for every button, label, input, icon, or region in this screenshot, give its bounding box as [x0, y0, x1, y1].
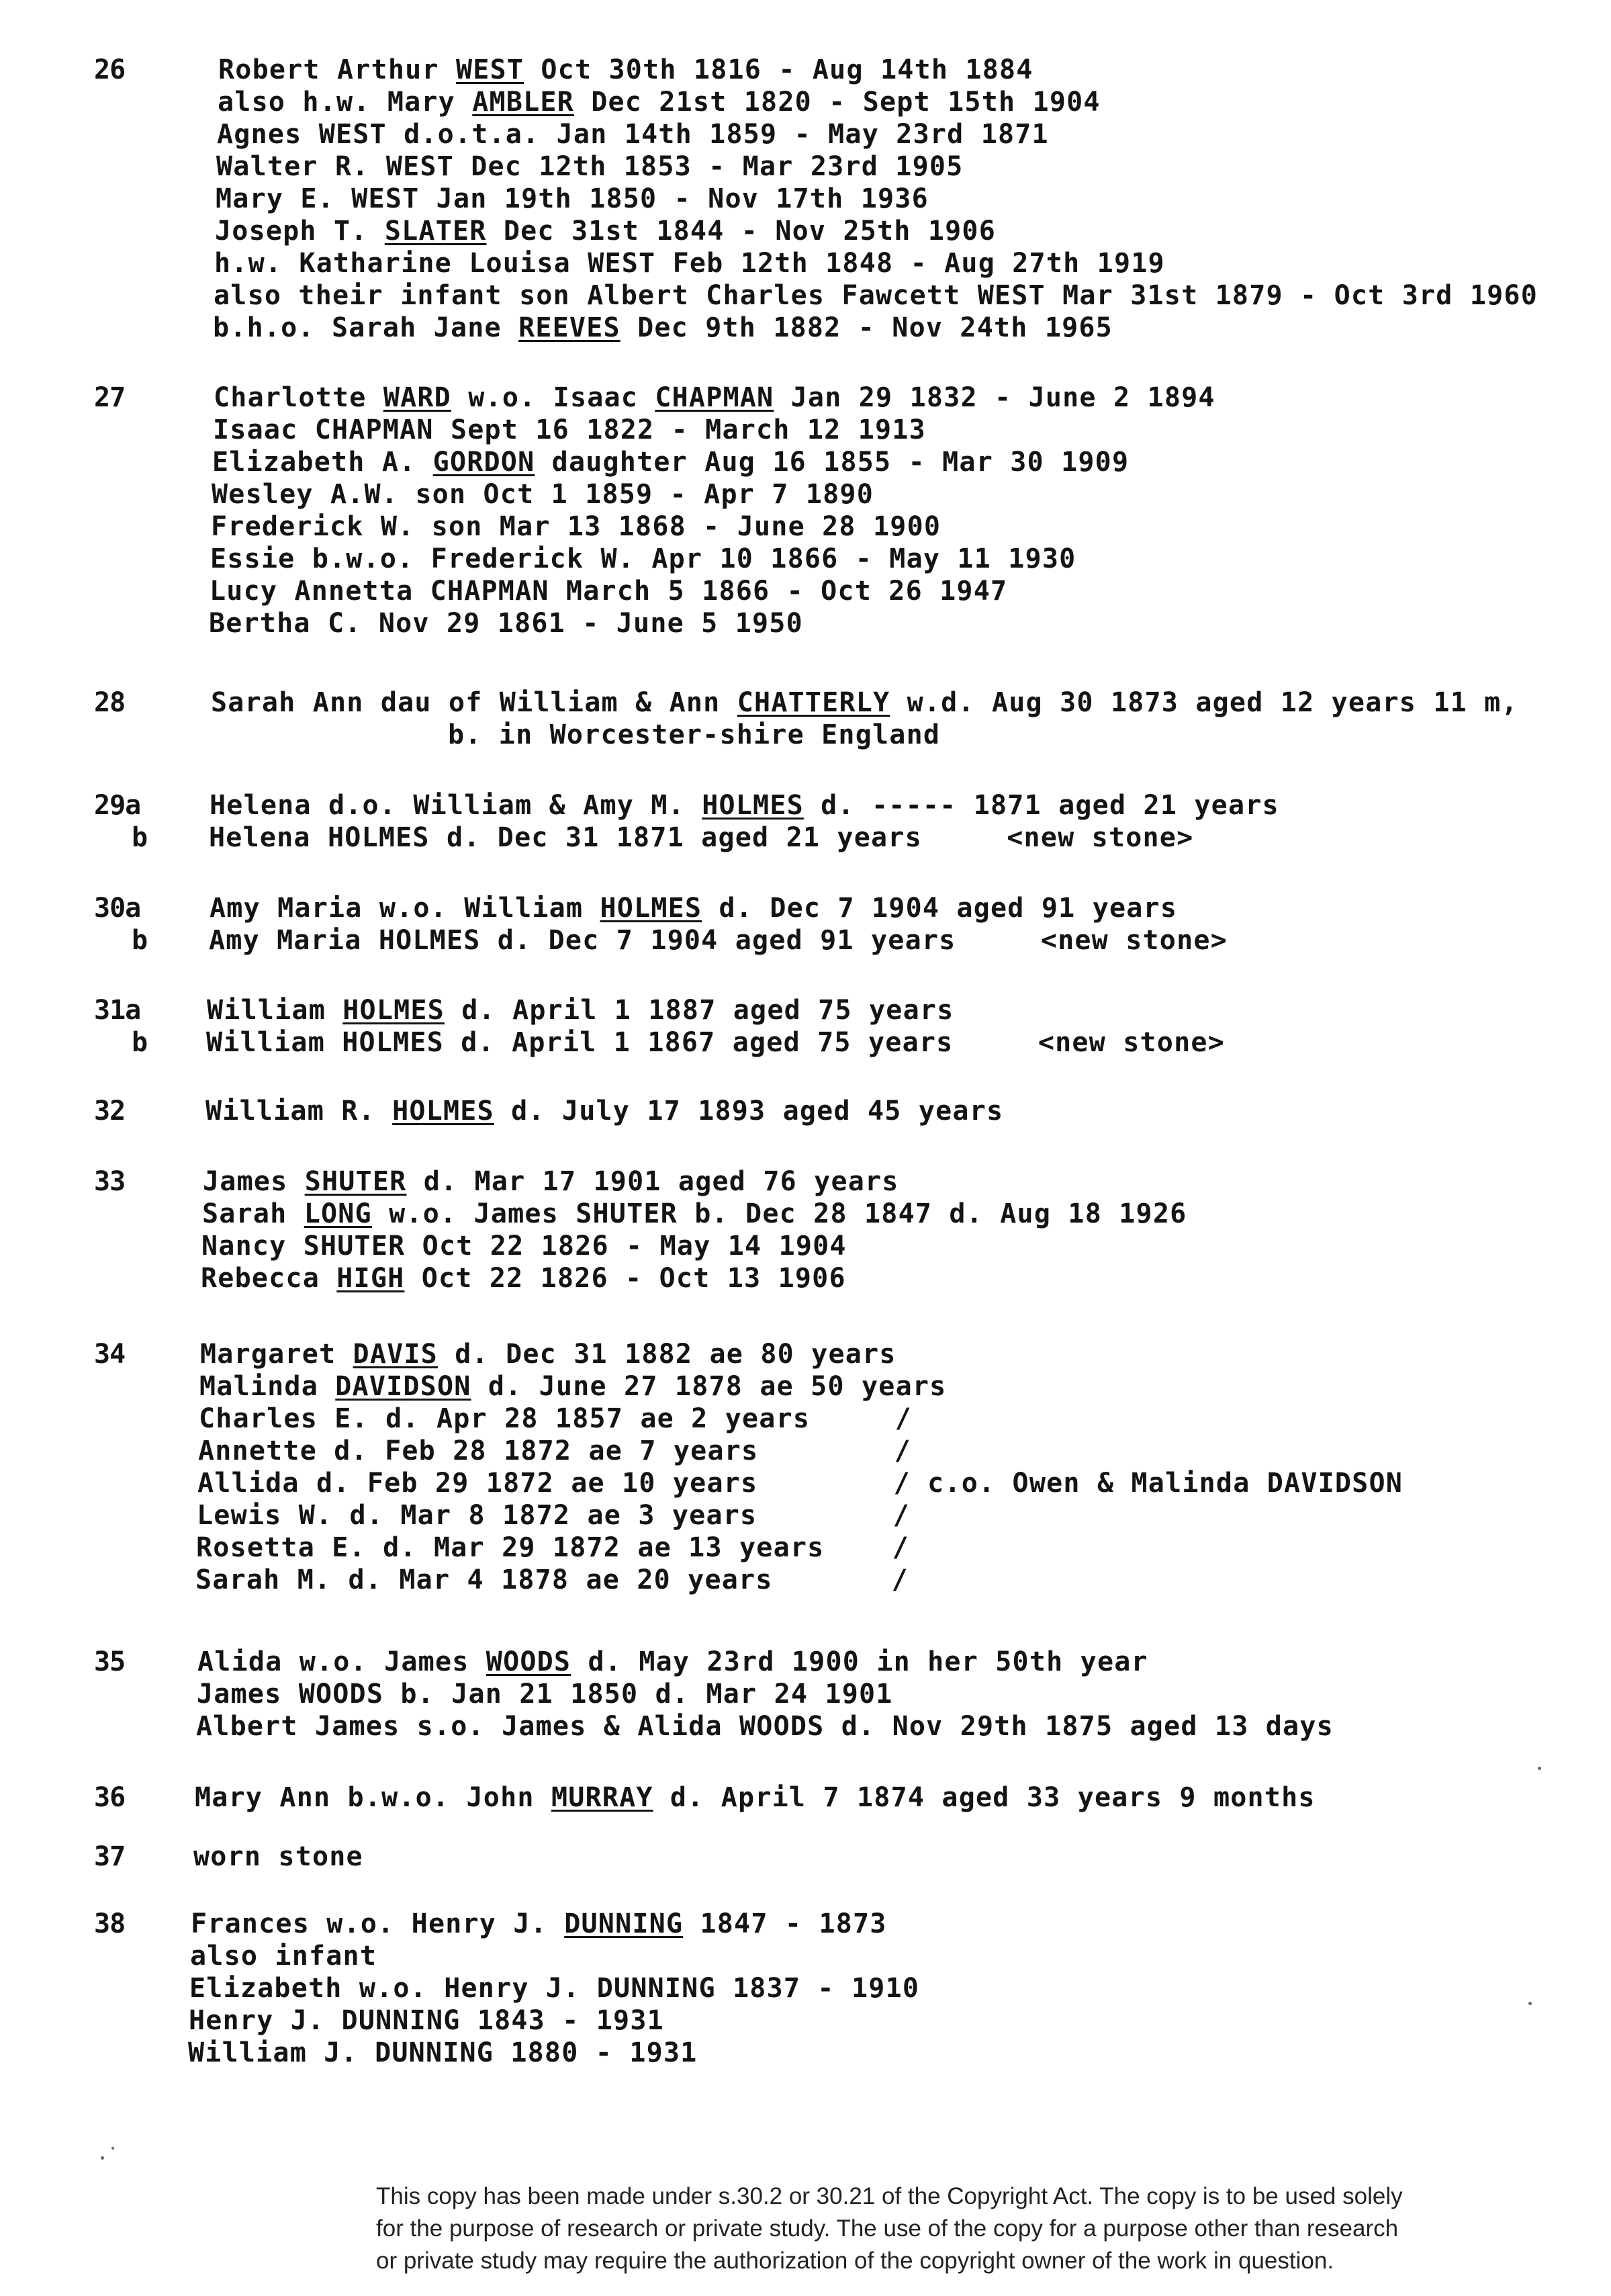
entry-text: Mary E. WEST Jan 19th 1850 - Nov 17th 1936	[216, 183, 929, 214]
entry-text: d. ----- 1871 aged 21 years	[803, 790, 1279, 821]
entry-text: also their infant son Albert Charles Fawcett WEST Mar 31st 1879 - Oct 3rd 1960	[214, 280, 1538, 311]
entry-line	[201, 1230, 847, 1262]
entry-line	[193, 1841, 363, 1873]
entry-text: Margaret	[200, 1339, 353, 1370]
entry-text: d. Dec 31 1882 ae 80 years	[437, 1339, 896, 1370]
entry-line	[216, 150, 963, 183]
entry-text: William J. DUNNING 1880 - 1931	[188, 2037, 698, 2068]
entry-text: worn stone	[193, 1841, 363, 1872]
entry-text: Elizabeth w.o. Henry J. DUNNING 1837 - 1910	[189, 1973, 920, 2004]
entry-number: 31a	[94, 995, 141, 1026]
entry-number: 27	[94, 382, 126, 413]
entry-line	[210, 543, 1076, 575]
entry-number: 36	[94, 1782, 126, 1813]
entry-text: William R.	[205, 1096, 393, 1127]
entry-line	[196, 1710, 1334, 1742]
entry-text: Mary Ann b.w.o. John	[195, 1782, 551, 1813]
entry-text: Elizabeth A.	[212, 447, 433, 478]
entry-line	[199, 1403, 912, 1435]
entry-text: Nancy SHUTER Oct 22 1826 - May 14 1904	[201, 1231, 847, 1262]
entry-text: Oct 30th 1816 - Aug 14th 1884	[524, 54, 1033, 85]
entry-text: Lewis W. d. Mar 8 1872 ae 3 years /	[197, 1500, 910, 1531]
entry-text: James WOODS b. Jan 21 1850 d. Mar 24 1901	[197, 1679, 893, 1710]
surname: WARD	[383, 382, 451, 413]
surname: SLATER	[384, 216, 487, 247]
entry-number: 35	[94, 1646, 126, 1677]
entry-line	[214, 247, 1165, 279]
entry-text: Rosetta E. d. Mar 29 1872 ae 13 years /	[196, 1532, 909, 1563]
entry-text: Essie b.w.o. Frederick W. Apr 10 1866 - May 11 1930	[210, 543, 1076, 574]
copyright-line: for the purpose of research or private study. The use of the copy for a purpose other than research	[376, 2215, 1399, 2242]
entry-text: Frances w.o. Henry J.	[191, 1908, 565, 1939]
entry-line	[198, 1435, 911, 1467]
entry-line	[209, 924, 1228, 957]
entry-text: h.w. Katharine Louisa WEST Feb 12th 1848 - Aug 27th 1919	[214, 248, 1165, 279]
scan-speck	[1538, 1767, 1541, 1770]
entry-line	[200, 1338, 896, 1370]
entry-text: d. Dec 7 1904 aged 91 years	[702, 893, 1178, 924]
entry-line	[203, 1165, 899, 1198]
entry-line	[212, 478, 874, 511]
entry-line	[216, 183, 929, 215]
entry-text: Amy Maria HOLMES d. Dec 7 1904 aged 91 years <new stone>	[209, 925, 1228, 956]
entry-line	[197, 1467, 1403, 1499]
entry-text: d. May 23rd 1900 in her 50th year	[571, 1646, 1148, 1677]
entry-text: Sarah Ann dau of William & Ann	[211, 687, 737, 718]
entry-text: Annette d. Feb 28 1872 ae 7 years /	[198, 1436, 911, 1466]
entry-line	[195, 1781, 1316, 1814]
entry-text: w.d. Aug 30 1873 aged 12 years 11 m,	[890, 687, 1518, 718]
entry-text: Albert James s.o. James & Alida WOODS d. Nov 29th 1875 aged 13 days	[196, 1711, 1334, 1742]
entry-line	[207, 994, 954, 1026]
entry-line	[210, 789, 1279, 822]
entry-line	[201, 1262, 846, 1294]
entry-text: d. April 7 1874 aged 33 years 9 months	[653, 1782, 1316, 1813]
entry-text: Rebecca	[201, 1263, 337, 1294]
entry-line	[209, 822, 1193, 854]
entry-text: b. in Worcester-shire England	[210, 719, 941, 750]
entry-line	[197, 1678, 893, 1710]
entry-text: Isaac CHAPMAN Sept 16 1822 - March 12 1913	[213, 414, 926, 445]
entry-text: Amy Maria w.o. William	[210, 893, 600, 924]
entry-number: 34	[94, 1339, 126, 1370]
entry-sub-number: b	[132, 1027, 148, 1058]
entry-text: Robert Arthur	[218, 54, 456, 85]
entry-line	[206, 1026, 1225, 1059]
surname: MURRAY	[551, 1782, 653, 1813]
surname: HOLMES	[702, 790, 804, 821]
entry-line	[189, 2004, 664, 2037]
entry-line	[210, 575, 1007, 607]
entry-text: Henry J. DUNNING 1843 - 1931	[189, 2005, 664, 2036]
entry-text: Jan 29 1832 - June 2 1894	[774, 382, 1215, 413]
entry-text: Wesley A.W. son Oct 1 1859 - Apr 7 1890	[212, 479, 874, 510]
entry-line	[211, 511, 941, 543]
surname: HIGH	[336, 1263, 405, 1294]
surname: HOLMES	[392, 1096, 494, 1127]
entry-line	[211, 687, 1518, 719]
entry-text: Dec 21st 1820 - Sept 15th 1904	[573, 87, 1101, 118]
entry-text: daughter Aug 16 1855 - Mar 30 1909	[535, 447, 1130, 478]
entry-text: William HOLMES d. April 1 1867 aged 75 years <new stone>	[206, 1027, 1225, 1058]
entry-sub-number: b	[132, 925, 148, 956]
entry-text: Dec 9th 1882 - Nov 24th 1965	[620, 312, 1113, 343]
entry-text: d. July 17 1893 aged 45 years	[494, 1096, 1004, 1127]
entry-text: Dec 31st 1844 - Nov 25th 1906	[486, 216, 996, 247]
entry-line	[209, 607, 803, 639]
entry-text: Oct 22 1826 - Oct 13 1906	[404, 1263, 846, 1294]
surname: DUNNING	[564, 1908, 684, 1939]
entry-line	[190, 1940, 377, 1972]
entry-number: 26	[94, 54, 126, 85]
entry-line	[218, 54, 1033, 86]
entry-text: Helena HOLMES d. Dec 31 1871 aged 21 years <new stone>	[209, 822, 1194, 853]
entry-text: James	[203, 1166, 305, 1197]
entry-line	[210, 892, 1177, 924]
entry-line	[214, 382, 1215, 414]
entry-line	[197, 1499, 910, 1532]
entry-number: 38	[94, 1908, 126, 1939]
surname: SHUTER	[304, 1166, 407, 1197]
entry-line	[196, 1532, 909, 1564]
surname: DAVIS	[353, 1339, 438, 1370]
scan-speck	[111, 2147, 114, 2150]
copyright-line: This copy has been made under s.30.2 or 30.21 of the Copyright Act. The copy is to be used solely	[376, 2183, 1403, 2209]
entry-text: Alida w.o. James	[197, 1646, 486, 1677]
entry-line	[210, 719, 940, 751]
surname: WEST	[455, 54, 524, 85]
entry-line	[188, 2037, 697, 2069]
entry-text: Walter R. WEST Dec 12th 1853 - Mar 23rd 1905	[216, 151, 964, 182]
entry-line	[205, 1095, 1003, 1127]
entry-line	[202, 1198, 1187, 1230]
surname: HOLMES	[600, 893, 702, 924]
entry-line	[199, 1370, 946, 1403]
entry-text: Sarah M. d. Mar 4 1878 ae 20 years /	[195, 1564, 909, 1595]
entry-number: 37	[94, 1841, 126, 1872]
surname: GORDON	[432, 447, 535, 478]
entry-text: also infant	[190, 1941, 377, 1972]
entry-line	[217, 118, 1049, 150]
surname: CHATTERLY	[737, 687, 890, 718]
entry-line	[197, 1646, 1148, 1678]
surname: HOLMES	[342, 995, 445, 1026]
entry-text: Joseph T.	[215, 216, 385, 247]
surname: AMBLER	[472, 87, 574, 118]
entry-text: Charlotte	[214, 382, 383, 413]
entry-line	[215, 215, 996, 247]
entry-sub-number: b	[132, 822, 148, 853]
entry-text: b.h.o. Sarah Jane	[213, 312, 519, 343]
entry-text: Bertha C. Nov 29 1861 - June 5 1950	[209, 608, 803, 639]
entry-number: 28	[94, 687, 126, 718]
scan-speck	[101, 2156, 104, 2160]
entry-line	[195, 1564, 909, 1596]
scan-speck	[1528, 2002, 1532, 2005]
surname: REEVES	[518, 312, 620, 343]
entry-line	[213, 312, 1113, 344]
copyright-line: or private study may require the authorization of the copyright owner of the work in question.	[376, 2248, 1334, 2274]
entry-line	[212, 446, 1129, 478]
surname: CHAPMAN	[655, 382, 774, 413]
entry-line	[191, 1908, 887, 1940]
entry-text: also h.w. Mary	[218, 87, 473, 118]
entry-number: 30a	[94, 893, 141, 924]
entry-text: Allida d. Feb 29 1872 ae 10 years / c.o. Owen & Malinda DAVIDSON	[197, 1468, 1403, 1499]
entry-line	[218, 86, 1101, 118]
copyright-notice	[376, 2180, 1592, 2277]
entry-text: Frederick W. son Mar 13 1868 - June 28 1900	[211, 511, 941, 542]
entry-text: Agnes WEST d.o.t.a. Jan 14th 1859 - May 23rd 1871	[217, 119, 1049, 150]
entry-number: 29a	[94, 790, 141, 821]
entry-text: Sarah	[202, 1198, 304, 1229]
entry-text: d. June 27 1878 ae 50 years	[471, 1371, 947, 1402]
entry-text: w.o. Isaac	[451, 382, 655, 413]
surname: DAVIDSON	[335, 1371, 471, 1402]
entry-line	[213, 414, 926, 446]
entry-text: Charles E. d. Apr 28 1857 ae 2 years /	[199, 1403, 912, 1434]
entry-text: Helena d.o. William & Amy M.	[210, 790, 702, 821]
entry-line	[189, 1972, 919, 2004]
entry-text: Malinda	[199, 1371, 336, 1402]
surname: WOODS	[486, 1646, 571, 1677]
entry-text: William	[207, 995, 343, 1026]
entry-text: d. Mar 17 1901 aged 76 years	[406, 1166, 899, 1197]
entry-line	[214, 279, 1538, 312]
entry-text: 1847 - 1873	[683, 1908, 887, 1939]
entry-text: w.o. James SHUTER b. Dec 28 1847 d. Aug 18 1926	[371, 1198, 1187, 1229]
entry-text: d. April 1 1887 aged 75 years	[444, 995, 954, 1026]
surname: LONG	[304, 1198, 372, 1229]
entry-number: 32	[94, 1096, 126, 1127]
entry-text: Lucy Annetta CHAPMAN March 5 1866 - Oct 26 1947	[210, 576, 1008, 607]
entry-number: 33	[94, 1166, 126, 1197]
